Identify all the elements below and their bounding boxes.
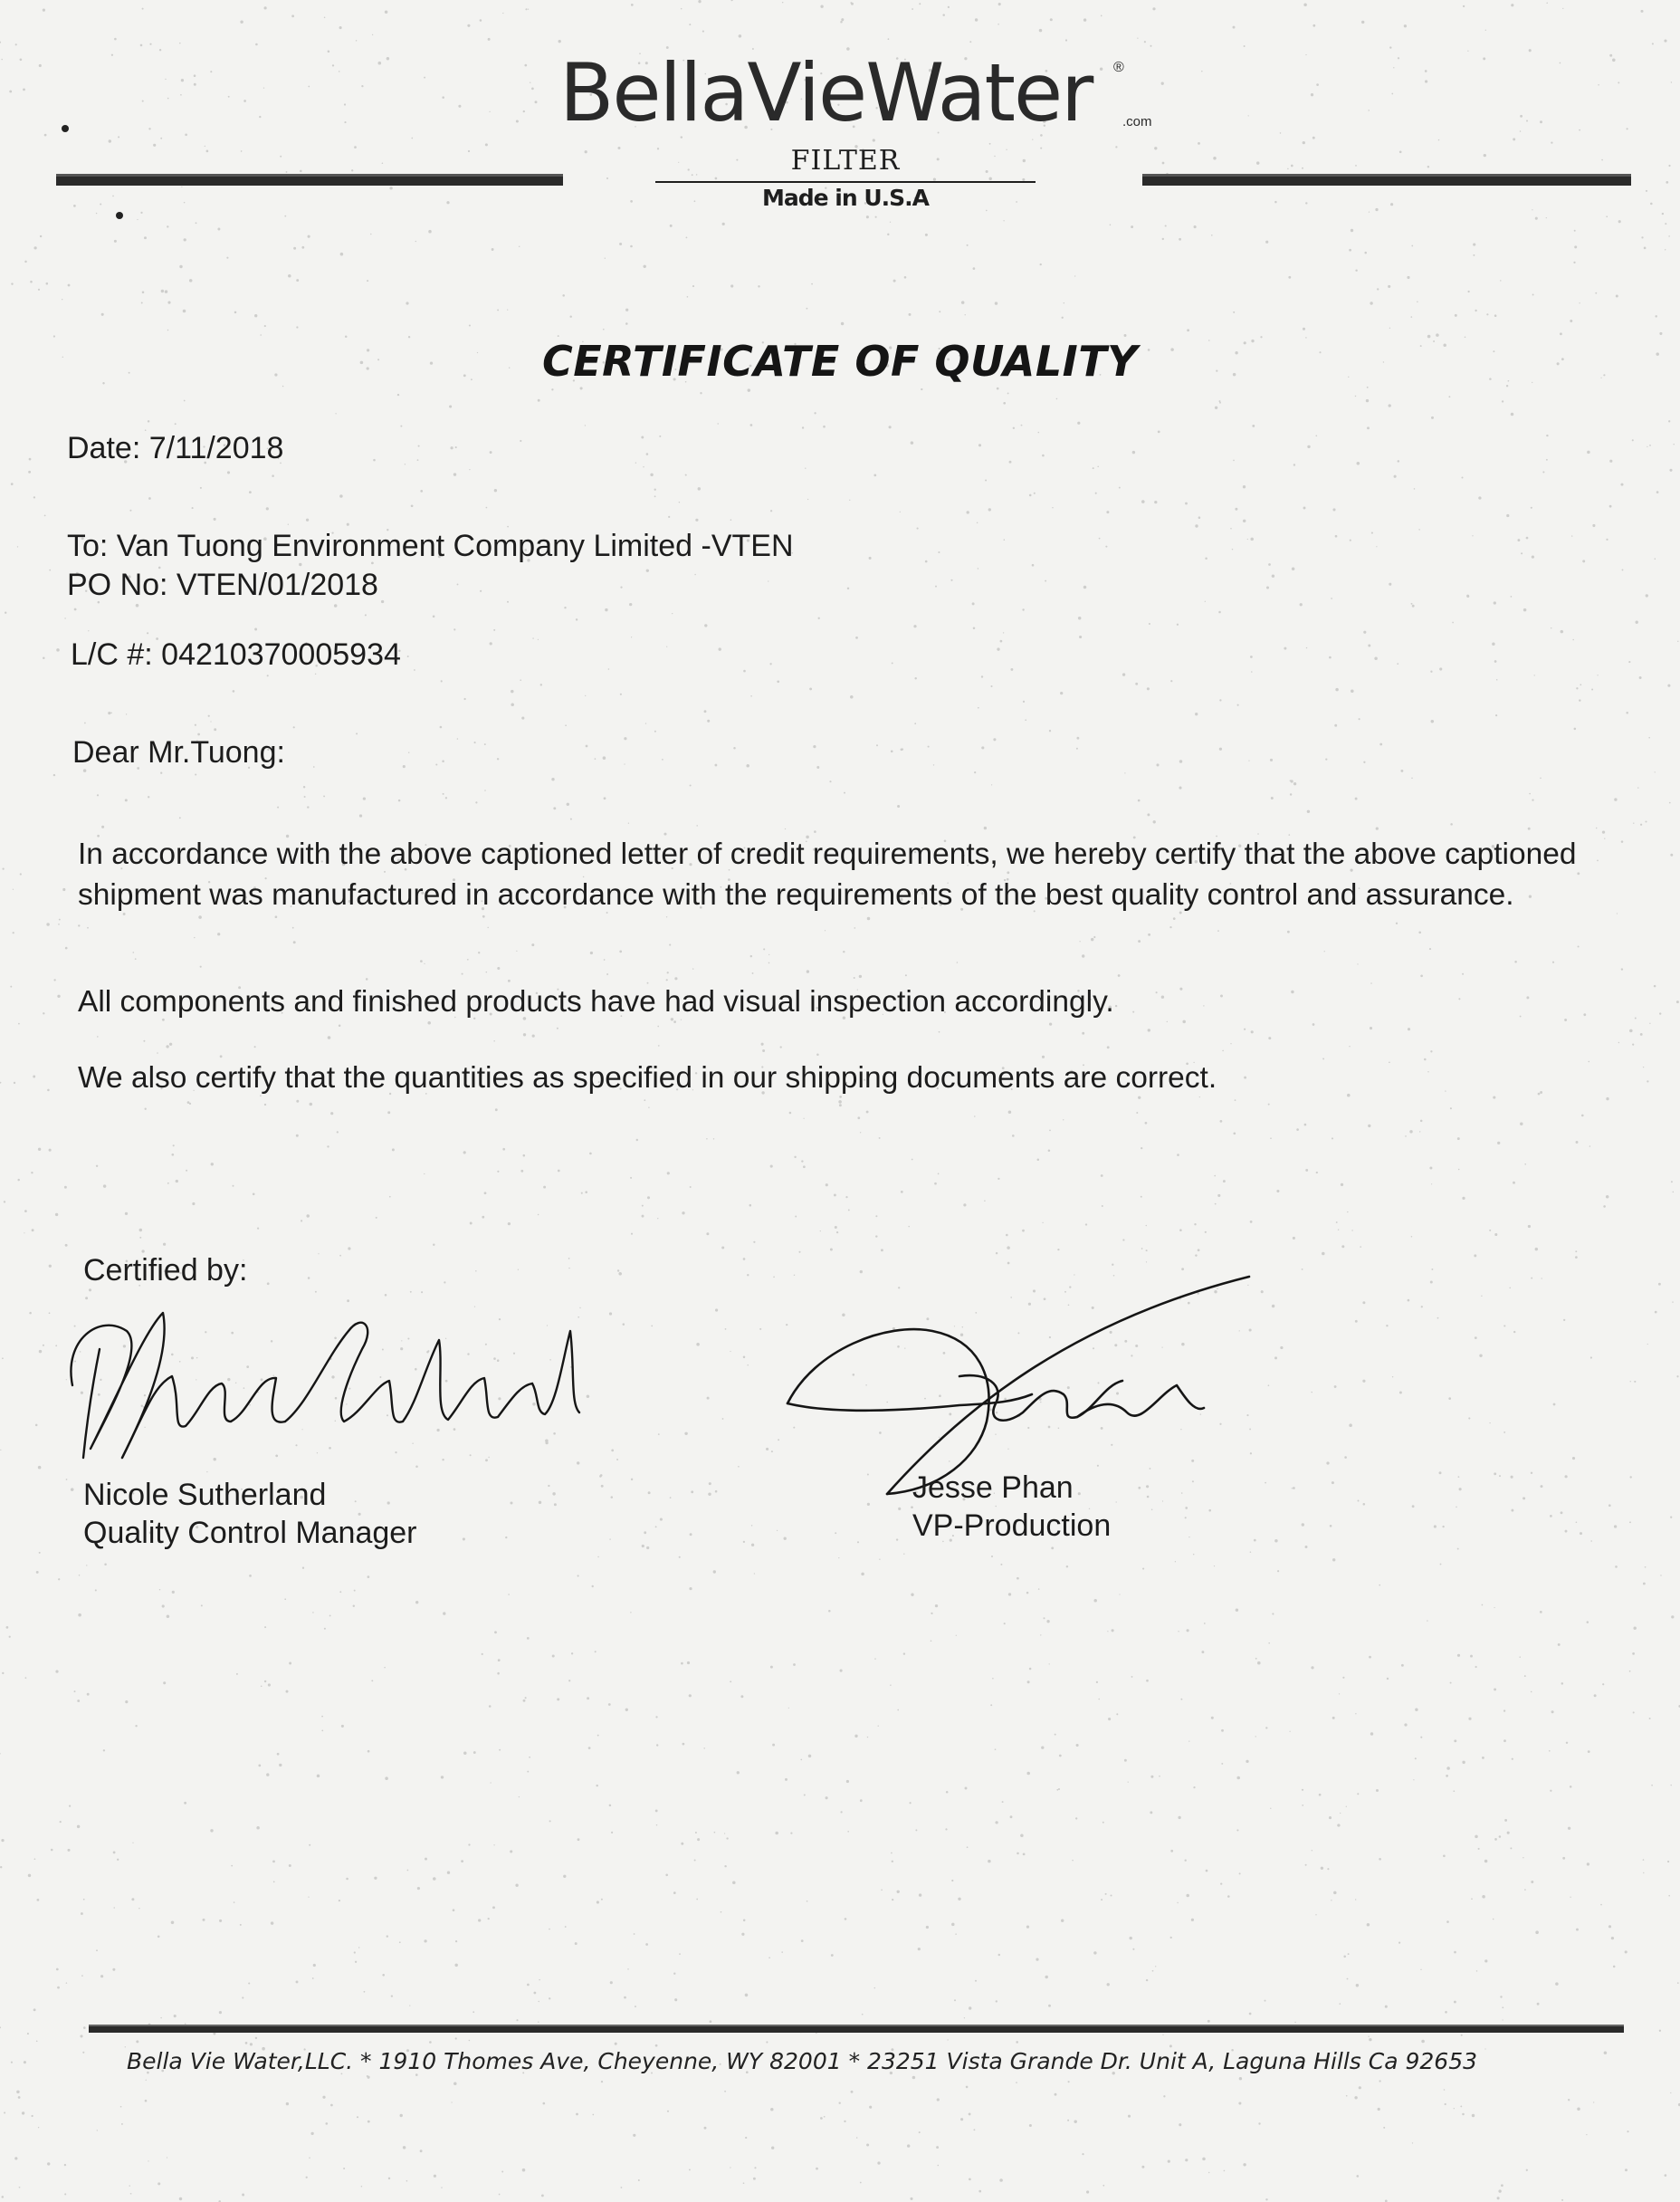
body-paragraph-2: All components and finished products have had visual inspection accordingly.: [78, 985, 1114, 1019]
date-field: Date: 7/11/2018: [67, 431, 284, 465]
signer-1-title: Quality Control Manager: [83, 1516, 417, 1550]
brand-name-part2: Water: [865, 46, 1093, 139]
brand-name-part1: BellaVie: [559, 46, 866, 139]
footer-rule: [89, 2025, 1624, 2033]
signer-2-name: Jesse Phan: [912, 1470, 1074, 1505]
body-paragraph-1: In accordance with the above captioned letter of credit requirements, we hereby certify that the above captioned shipment was manufactured in accordance with the requirements of the best quality control and assurance.: [78, 838, 1577, 912]
product-line-rule: [655, 181, 1036, 183]
brand-logo: [559, 43, 1152, 143]
document-title: CERTIFICATE OF QUALITY: [542, 337, 1138, 386]
signature-jesse-phan: [778, 1268, 1267, 1503]
lc-number-field: L/C #: 04210370005934: [71, 637, 401, 672]
brand-wordmark: [559, 43, 1092, 143]
recipient-field: To: Van Tuong Environment Company Limited -VTEN: [67, 529, 794, 563]
signer-2-title: VP-Production: [912, 1508, 1112, 1543]
origin-label: Made in U.S.A: [761, 185, 930, 211]
certified-by-label: Certified by:: [83, 1253, 248, 1288]
registered-mark: ®: [1113, 60, 1124, 75]
letterhead-rule-left: [56, 174, 563, 186]
signature-nicole-sutherland: [36, 1277, 597, 1476]
signer-1-name: Nicole Sutherland: [83, 1478, 327, 1512]
letterhead-rule-right: [1142, 174, 1631, 186]
salutation: Dear Mr.Tuong:: [72, 735, 285, 770]
footer-address: Bella Vie Water,LLC. * 1910 Thomes Ave, Cheyenne, WY 82001 * 23251 Vista Grande Dr. Unit A, Laguna Hills Ca 92653: [127, 2048, 1478, 2074]
domain-suffix: .com: [1122, 114, 1152, 129]
product-line-label: FILTER: [790, 145, 901, 177]
po-number-field: PO No: VTEN/01/2018: [67, 568, 378, 602]
body-paragraph-3: We also certify that the quantities as specified in our shipping documents are correct.: [78, 1061, 1217, 1095]
